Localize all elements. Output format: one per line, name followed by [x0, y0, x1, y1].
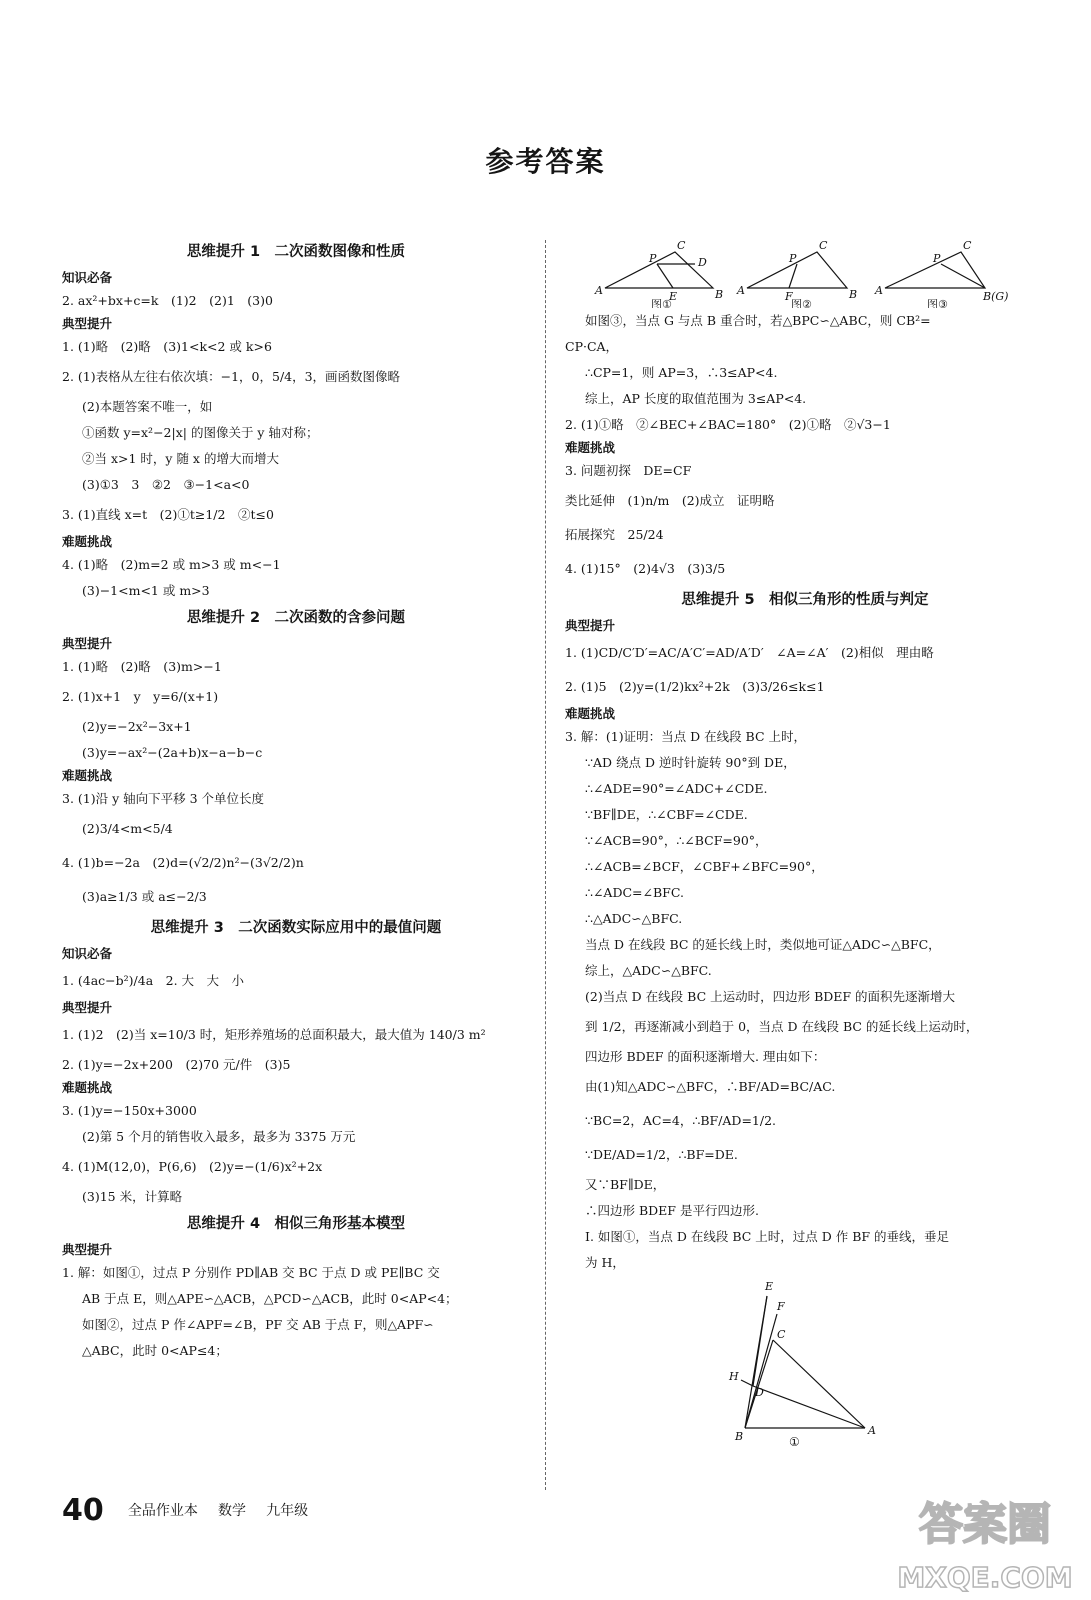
answer-line: (3)a≥1/3 或 a≤−2/3 [82, 889, 207, 904]
answer-line: Ⅰ. 如图①，当点 D 在线段 BC 上时，过点 D 作 BF 的垂线，垂足 [585, 1229, 950, 1244]
fig4-label-a: A [868, 1424, 876, 1437]
subheading: 难题挑战 [565, 440, 616, 455]
answer-line: 综上，△ADC∽△BFC. [585, 963, 712, 978]
answer-line: 为 H， [585, 1255, 625, 1270]
answer-line: 4. (1)M(12,0)，P(6,6) (2)y=−(1/6)x²+2x [62, 1159, 323, 1174]
fig3-caption: 图③ [927, 298, 948, 308]
answer-line: (3)①3 3 ②2 ③−1<a<0 [82, 477, 250, 492]
subheading: 难题挑战 [62, 1080, 113, 1095]
answer-line: 1. (1)略 (2)略 (3)1<k<2 或 k>6 [62, 339, 272, 354]
answer-line: △ABC，此时 0<AP≤4； [82, 1343, 228, 1358]
watermark-url-text: MXQE.COM [897, 1561, 1073, 1594]
subject-name: 数学 [218, 1503, 247, 1519]
answer-line: (2)第 5 个月的销售收入最多，最多为 3375 万元 [82, 1129, 356, 1144]
fig3-label-a: A [875, 284, 883, 297]
answer-line: ∵BC=2，AC=4，∴BF/AD=1/2. [585, 1113, 777, 1128]
left-column [62, 238, 530, 1364]
answer-line: ①函数 y=x²−2|x| 的图像关于 y 轴对称； [82, 425, 319, 440]
right-column [565, 238, 1045, 1451]
answer-line: 2. (1)表格从左往右依次填：−1，0，5/4，3，画函数图像略 [62, 369, 401, 384]
column-divider [545, 240, 546, 1490]
answer-line: 由(1)知△ADC∽△BFC，∴BF/AD=BC/AC. [585, 1079, 836, 1094]
fig1-label-b: B [715, 288, 724, 301]
answer-line: 如图③，当点 G 与点 B 重合时，若△BPC∽△ABC，则 CB²= [585, 313, 931, 328]
fig4-label-e: E [765, 1280, 774, 1293]
answer-line: AB 于点 E，则△APE∽△ACB，△PCD∽△ACB，此时 0<AP<4； [82, 1291, 458, 1306]
answer-line: 拓展探究 25/24 [565, 527, 664, 542]
subheading: 典型提升 [62, 636, 113, 651]
fig3-label-p: P [933, 252, 941, 265]
fig2-label-f: F [785, 290, 793, 303]
fig4-label-c: C [777, 1328, 786, 1341]
answer-line: 3. 解：(1)证明：当点 D 在线段 BC 上时， [565, 729, 807, 744]
fig2-label-a: A [737, 284, 745, 297]
fig4-caption: ① [789, 1435, 800, 1446]
answer-line: 2. (1)①略 ②∠BEC+∠BAC=180° (2)①略 ②√3−1 [565, 417, 891, 432]
answer-line: 到 1/2，再逐渐减小到趋于 0，当点 D 在线段 BC 的延长线上运动时， [585, 1019, 979, 1034]
answer-line: ∴CP=1，则 AP=3，∴3≤AP<4. [585, 365, 778, 380]
section-title-3: 思维提升 3 二次函数实际应用中的最值问题 [150, 920, 442, 936]
subheading: 知识必备 [62, 270, 113, 285]
answer-line: 4. (1)15° (2)4√3 (3)3/5 [565, 561, 726, 576]
page-title: 参考答案 [485, 145, 606, 178]
fig4-label-b: B [735, 1430, 744, 1443]
fig3-pb-line [941, 264, 985, 288]
answer-line: 2. (1)y=−2x+200 (2)70 元/件 (3)5 [62, 1057, 291, 1072]
fig2-caption: 图② [791, 298, 812, 308]
triangle-figures [565, 238, 1045, 308]
answer-line: 如图②，过点 P 作∠APF=∠B，PF 交 AB 于点 F，则△APF∽ [82, 1317, 434, 1332]
answer-line: ∵BF∥DE，∴∠CBF=∠CDE. [585, 807, 748, 822]
answer-line: (2)y=−2x²−3x+1 [82, 719, 192, 734]
fig4-label-f: F [777, 1300, 785, 1313]
page-number: 40 [62, 1493, 104, 1528]
answer-line: ∴△ADC∽△BFC. [585, 911, 683, 926]
subheading: 知识必备 [62, 946, 113, 961]
fig1-pe-line [657, 264, 673, 288]
answer-line: 4. (1)略 (2)m=2 或 m>3 或 m<−1 [62, 557, 281, 572]
answer-line: (3)−1<m<1 或 m>3 [82, 583, 210, 598]
subheading: 典型提升 [62, 316, 113, 331]
grade-name: 九年级 [266, 1503, 309, 1519]
answer-line: 类比延伸 (1)n/m (2)成立 证明略 [565, 493, 775, 508]
answer-line: 又∵BF∥DE， [585, 1177, 666, 1192]
subheading: 典型提升 [62, 1242, 113, 1257]
subheading: 难题挑战 [62, 534, 113, 549]
answer-line: 1. (4ac−b²)/4a 2. 大 大 小 [62, 973, 245, 988]
answer-line: 3. (1)直线 x=t (2)①t≥1/2 ②t≤0 [62, 507, 274, 522]
section-title-4: 思维提升 4 相似三角形基本模型 [186, 1216, 406, 1232]
answer-line: 3. (1)沿 y 轴向下平移 3 个单位长度 [62, 791, 265, 806]
answer-line: CP·CA， [565, 339, 619, 354]
fig2-label-c: C [819, 239, 828, 252]
fig2-label-b: B [849, 288, 858, 301]
answer-line: 2. (1)5 (2)y=(1/2)kx²+2k (3)3/26≤k≤1 [565, 679, 825, 694]
fig1-caption: 图① [651, 298, 672, 308]
answer-line: 1. (1)略 (2)略 (3)m>−1 [62, 659, 222, 674]
fig3-label-c: C [963, 239, 972, 252]
answer-line: ∵DE/AD=1/2，∴BF=DE. [585, 1147, 738, 1162]
fig1-label-d: D [698, 256, 707, 269]
answer-line: (2)3/4<m<5/4 [82, 821, 173, 836]
answer-line: (3)15 米，计算略 [82, 1189, 183, 1204]
fig1-label-p: P [649, 252, 657, 265]
fig3-label-b: B(G) [983, 290, 1009, 303]
fig4-label-d: D [755, 1386, 764, 1399]
section-title-5: 思维提升 5 相似三角形的性质与判定 [681, 592, 929, 608]
section-title-1: 思维提升 1 二次函数图像和性质 [186, 244, 406, 260]
watermark-logo [895, 1487, 1075, 1597]
answer-line: ∴∠ADE=90°=∠ADC+∠CDE. [585, 781, 768, 796]
answer-line: 1. (1)CD/C′D′=AC/A′C′=AD/A′D′ ∠A=∠A′ (2)相似 理由略 [565, 645, 934, 660]
fig1-triangle [605, 252, 713, 288]
answer-line: 1. (1)2 (2)当 x=10/3 时，矩形养殖场的总面积最大，最大值为 140/3 m² [62, 1027, 486, 1042]
fig4-dh-line [741, 1380, 753, 1386]
answer-line: 2. ax²+bx+c=k (1)2 (2)1 (3)0 [62, 293, 273, 308]
section-title-2: 思维提升 2 二次函数的含参问题 [186, 610, 406, 626]
answer-line: 4. (1)b=−2a (2)d=(√2/2)n²−(3√2/2)n [62, 855, 304, 870]
answer-line: ∵∠ACB=90°，∴∠BCF=90°， [585, 833, 768, 848]
watermark-logo-text: 答案圈 [919, 1499, 1051, 1550]
answer-line: 3. 问题初探 DE=CF [565, 463, 692, 478]
fig1-label-e: E [669, 290, 678, 303]
subheading: 典型提升 [565, 618, 616, 633]
fig2-triangle [747, 252, 847, 288]
fig1-label-c: C [677, 239, 686, 252]
fig1-label-a: A [595, 284, 603, 297]
answer-line: ∴四边形 BDEF 是平行四边形. [585, 1203, 759, 1218]
subheading: 难题挑战 [565, 706, 616, 721]
page-footer [62, 1493, 324, 1529]
answer-line: 四边形 BDEF 的面积逐渐增大. 理由如下： [585, 1049, 826, 1064]
triangle-figures-svg [565, 238, 1045, 308]
answer-line: 2. (1)x+1 y y=6/(x+1) [62, 689, 219, 704]
rotation-figure [565, 1276, 1045, 1451]
rotation-figure-svg [685, 1276, 905, 1446]
subheading: 典型提升 [62, 1000, 113, 1015]
answer-line: 综上，AP 长度的取值范围为 3≤AP<4. [585, 391, 807, 406]
fig2-pf-line [789, 264, 797, 288]
fig4-da-line [753, 1386, 865, 1428]
answer-line: 1. 解：如图①，过点 P 分别作 PD∥AB 交 BC 于点 D 或 PE∥BC 交 [62, 1265, 440, 1280]
answer-line: 3. (1)y=−150x+3000 [62, 1103, 197, 1118]
answer-line: ∴∠ADC=∠BFC. [585, 885, 684, 900]
fig4-label-h: H [729, 1370, 739, 1383]
answer-line: ∴∠ACB=∠BCF，∠CBF+∠BFC=90°， [585, 859, 824, 874]
answer-line: ②当 x>1 时，y 随 x 的增大而增大 [82, 451, 279, 466]
answer-line: 当点 D 在线段 BC 的延长线上时，类似地可证△ADC∽△BFC， [585, 937, 941, 952]
book-name: 全品作业本 [127, 1503, 198, 1519]
answer-line: (3)y=−ax²−(2a+b)x−a−b−c [82, 745, 263, 760]
subheading: 难题挑战 [62, 768, 113, 783]
answer-line: (2)本题答案不唯一，如 [82, 399, 213, 414]
answer-line: ∵AD 绕点 D 逆时针旋转 90°到 DE， [585, 755, 796, 770]
fig4-ca-line [773, 1340, 865, 1428]
fig2-label-p: P [789, 252, 797, 265]
answer-line: (2)当点 D 在线段 BC 上运动时，四边形 BDEF 的面积先逐渐增大 [585, 989, 956, 1004]
